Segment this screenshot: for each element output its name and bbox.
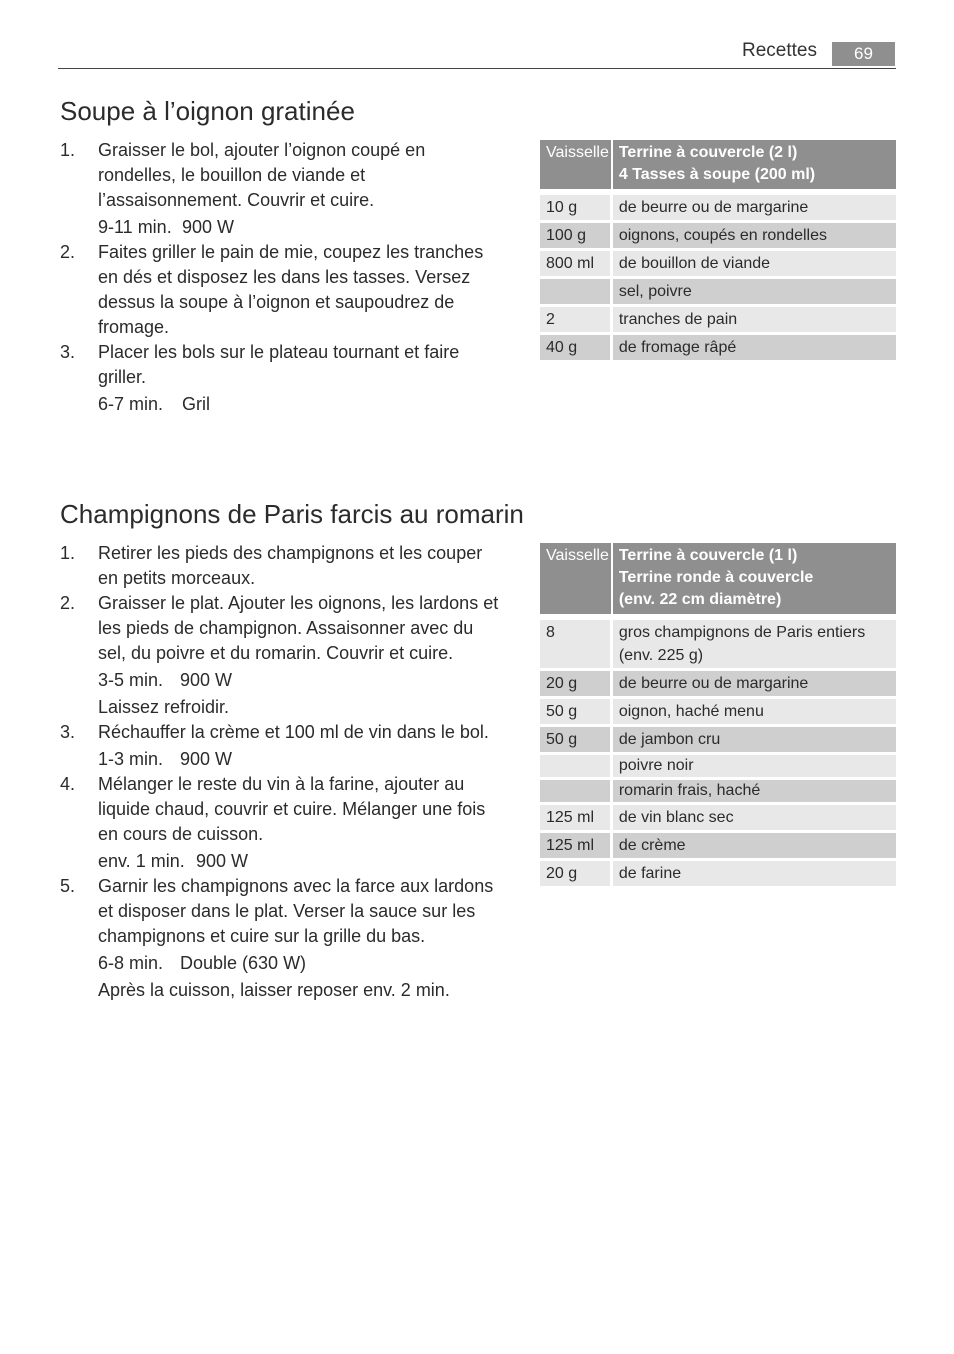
ingredient-quantity <box>540 279 613 304</box>
ingredient-quantity: 40 g <box>540 335 613 360</box>
dishware-item: 4 Tasses à soupe (200 ml) <box>618 166 816 183</box>
step <box>60 591 500 720</box>
step-number: 3. <box>60 342 76 362</box>
cooking-setting <box>98 215 500 240</box>
ingredient-name: sel, poivre <box>613 279 896 304</box>
ingredient-name: de vin blanc sec <box>613 805 896 830</box>
ingredient-name: oignons, coupés en rondelles <box>613 223 896 248</box>
dishware-item: Terrine à couvercle (2 l) <box>618 144 798 161</box>
ingredient-name: gros champignons de Paris entiers (env. 225 g) <box>613 617 896 668</box>
table-row <box>540 833 896 858</box>
ingredient-quantity: 20 g <box>540 861 613 886</box>
step-number: 4. <box>60 774 76 794</box>
dishware-label: Vaisselle <box>540 140 613 189</box>
dishware-label: Vaisselle <box>540 543 613 614</box>
table-row <box>540 755 896 777</box>
table-row <box>540 192 896 220</box>
ingredient-name: poivre noir <box>613 755 896 777</box>
cooking-power: Double (630 W) <box>180 953 307 973</box>
step-text: Placer les bols sur le plateau tournant et faire griller. <box>98 342 460 387</box>
table-row <box>540 671 896 696</box>
step-number: 1. <box>60 543 76 563</box>
step <box>60 138 500 240</box>
ingredient-quantity: 125 ml <box>540 805 613 830</box>
dishware-item: (env. 22 cm diamètre) <box>618 591 782 608</box>
dishware-list <box>613 543 896 614</box>
step-note: Laissez refroidir. <box>98 697 230 717</box>
ingredient-name: oignon, haché menu <box>613 699 896 724</box>
step <box>60 874 500 1003</box>
table-row <box>540 335 896 360</box>
ingredient-quantity <box>540 755 613 777</box>
step-text: Graisser le plat. Ajouter les oignons, les lardons et les pieds de champignon. Assaisonner avec du sel, du poivre et du romarin. Couvrir et cuire. <box>98 593 499 663</box>
ingredient-name: de fromage râpé <box>613 335 896 360</box>
recipe-steps <box>60 138 500 417</box>
table-row <box>540 251 896 276</box>
cooking-time: 9-11 min. <box>98 217 172 237</box>
ingredient-name: de bouillon de viande <box>613 251 896 276</box>
table-header <box>540 140 896 189</box>
step-text: Faites griller le pain de mie, coupez les tranches en dés et disposez les dans les tasses. Versez dessus la soupe à l’oignon et saupoudrez de fromage. <box>98 242 484 337</box>
ingredient-quantity <box>540 780 613 802</box>
table-row <box>540 223 896 248</box>
dishware-item: Terrine à couvercle (1 l) <box>618 547 798 564</box>
step-number: 1. <box>60 140 76 160</box>
table-row <box>540 279 896 304</box>
table-row <box>540 861 896 886</box>
dishware-item: Terrine ronde à couvercle <box>618 569 814 586</box>
step-text: Retirer les pieds des champignons et les couper en petits morceaux. <box>98 543 483 588</box>
ingredients-table <box>540 137 896 363</box>
cooking-power: 900 W <box>182 217 235 237</box>
table-row <box>540 307 896 332</box>
ingredient-quantity: 100 g <box>540 223 613 248</box>
ingredient-quantity: 125 ml <box>540 833 613 858</box>
cooking-setting <box>98 849 500 874</box>
ingredient-name: de crème <box>613 833 896 858</box>
recipe-title: Champignons de Paris farcis au romarin <box>60 499 524 529</box>
step-text: Graisser le bol, ajouter l’oignon coupé en rondelles, le bouillon de viande et l’assaisonnement. Couvrir et cuire. <box>98 140 426 210</box>
recipe-steps <box>60 541 500 1003</box>
step-note: Après la cuisson, laisser reposer env. 2 min. <box>98 980 450 1000</box>
ingredient-quantity: 8 <box>540 617 613 668</box>
step <box>60 240 500 340</box>
header-rule <box>58 68 896 69</box>
cooking-power: 900 W <box>196 851 249 871</box>
section-title: Recettes <box>742 40 817 61</box>
cooking-setting <box>98 747 500 772</box>
cooking-setting <box>98 951 500 976</box>
table-row <box>540 699 896 724</box>
ingredient-name: romarin frais, haché <box>613 780 896 802</box>
table-header <box>540 543 896 614</box>
table-row <box>540 805 896 830</box>
ingredient-name: tranches de pain <box>613 307 896 332</box>
table-row <box>540 780 896 802</box>
cooking-setting <box>98 668 500 693</box>
ingredient-name: de beurre ou de margarine <box>613 192 896 220</box>
step <box>60 340 500 417</box>
cooking-time: 3-5 min. <box>98 670 164 690</box>
ingredient-quantity: 20 g <box>540 671 613 696</box>
ingredient-name: de beurre ou de margarine <box>613 671 896 696</box>
step-number: 2. <box>60 593 76 613</box>
table-row <box>540 727 896 752</box>
page-number: 69 <box>832 42 895 66</box>
ingredient-quantity: 10 g <box>540 192 613 220</box>
cooking-setting <box>98 392 500 417</box>
step <box>60 720 500 772</box>
recipe-title: Soupe à l’oignon gratinée <box>60 96 355 126</box>
step-text: Réchauffer la crème et 100 ml de vin dans le bol. <box>98 722 489 742</box>
ingredient-quantity: 50 g <box>540 727 613 752</box>
ingredient-quantity: 2 <box>540 307 613 332</box>
table-row <box>540 617 896 668</box>
cooking-time: 1-3 min. <box>98 749 164 769</box>
step <box>60 772 500 874</box>
step-number: 5. <box>60 876 76 896</box>
cooking-time: 6-7 min. <box>98 394 164 414</box>
ingredient-quantity: 800 ml <box>540 251 613 276</box>
ingredient-name: de farine <box>613 861 896 886</box>
step-text: Garnir les champignons avec la farce aux lardons et disposer dans le plat. Verser la sauce sur les champignons et cuire sur la grille du bas. <box>98 876 494 946</box>
dishware-list <box>613 140 896 189</box>
step-number: 3. <box>60 722 76 742</box>
cooking-power: Gril <box>182 394 210 414</box>
cooking-time: 6-8 min. <box>98 953 164 973</box>
ingredient-quantity: 50 g <box>540 699 613 724</box>
step <box>60 541 500 591</box>
cooking-power: 900 W <box>180 749 233 769</box>
ingredients-table <box>540 540 896 889</box>
step-number: 2. <box>60 242 76 262</box>
cooking-time: env. 1 min. <box>98 851 185 871</box>
cooking-power: 900 W <box>180 670 233 690</box>
step-text: Mélanger le reste du vin à la farine, ajouter au liquide chaud, couvrir et cuire. Mélanger une fois en cours de cuisson. <box>98 774 486 844</box>
ingredient-name: de jambon cru <box>613 727 896 752</box>
